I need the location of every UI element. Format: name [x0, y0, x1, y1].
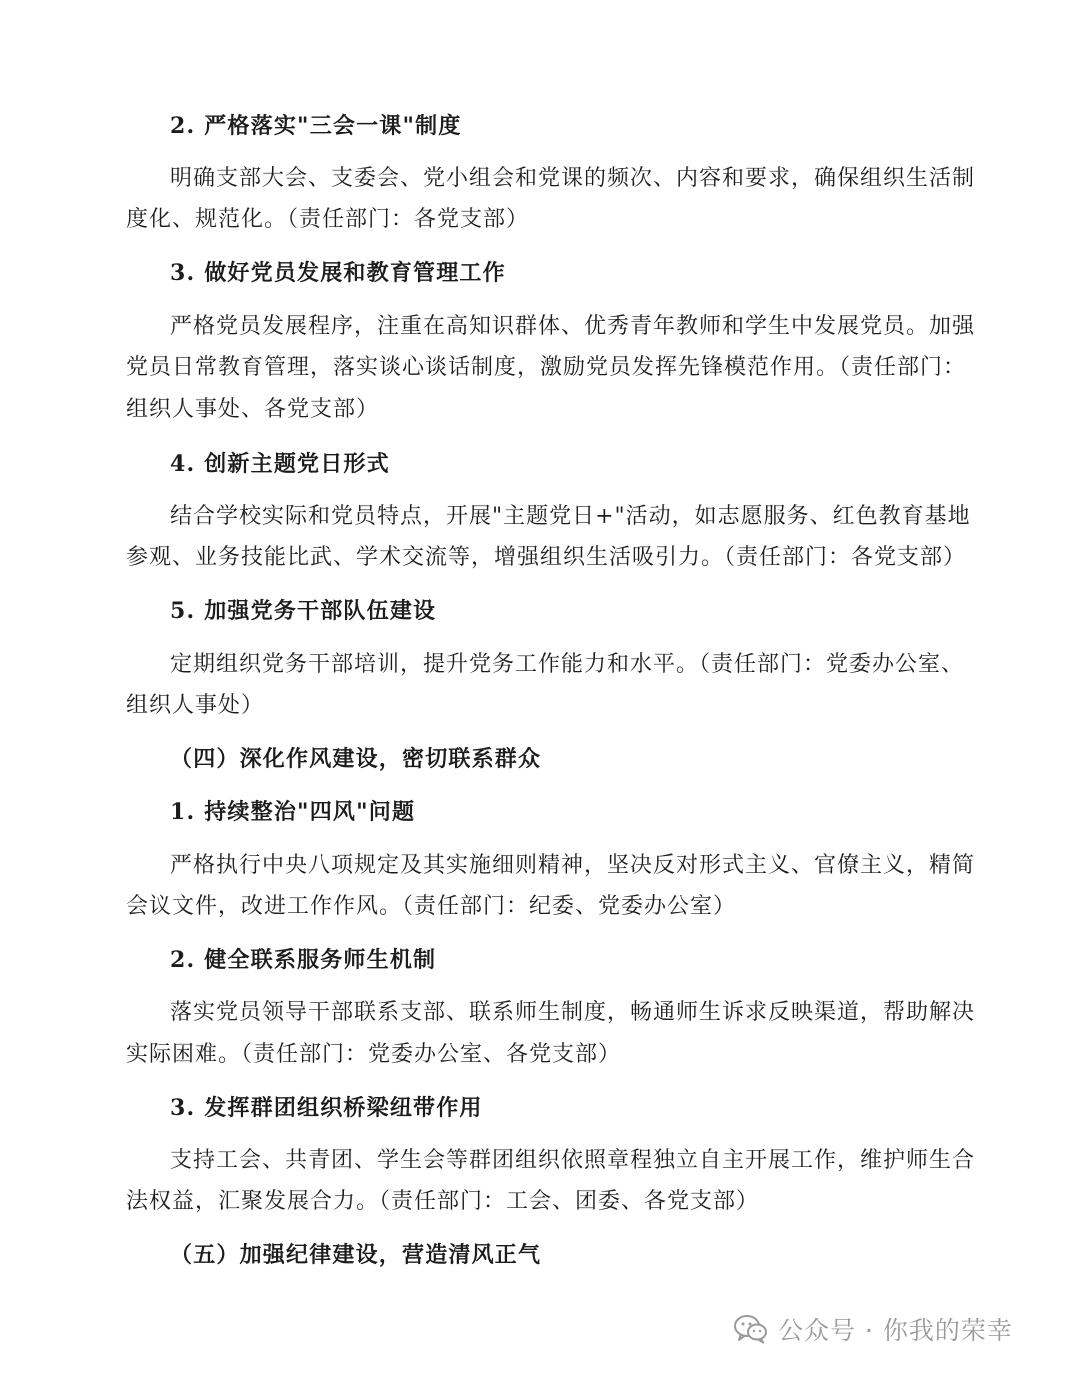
watermark	[734, 1311, 1013, 1347]
body-line: 支持工会、共青团、学生会等群团组织依照章程独立自主开展工作，维护师生合	[170, 1148, 976, 1173]
section-heading: 3. 做好党员发展和教育管理工作	[170, 260, 506, 286]
chapter-heading: （五）加强纪律建设，营造清风正气	[170, 1242, 542, 1268]
section-heading: 3. 发挥群团组织桥梁纽带作用	[170, 1095, 483, 1121]
wechat-icon	[734, 1314, 768, 1344]
body-line: 会议文件，改进工作作风。（责任部门：纪委、党委办公室）	[126, 894, 737, 919]
body-line: 组织人事处）	[126, 693, 265, 718]
watermark-text: 公众号 · 你我的荣幸	[778, 1316, 1013, 1345]
body-line: 度化、规范化。（责任部门：各党支部）	[126, 207, 530, 232]
body-line: 实际困难。（责任部门：党委办公室、各党支部）	[126, 1042, 622, 1067]
body-line: 党员日常教育管理，落实谈心谈话制度，激励党员发挥先锋模范作用。（责任部门：	[126, 355, 967, 380]
section-heading: 2. 严格落实"三会一课"制度	[170, 113, 462, 139]
body-line: 严格执行中央八项规定及其实施细则精神，坚决反对形式主义、官僚主义，精简	[170, 853, 976, 878]
section-heading: 5. 加强党务干部队伍建设	[170, 598, 437, 624]
body-line: 严格党员发展程序，注重在高知识群体、优秀青年教师和学生中发展党员。加强	[170, 314, 976, 339]
section-heading: 4. 创新主题党日形式	[170, 451, 390, 477]
section-heading: 2. 健全联系服务师生机制	[170, 947, 437, 973]
body-line: 组织人事处、各党支部）	[126, 397, 380, 422]
body-line: 法权益，汇聚发展合力。（责任部门：工会、团委、各党支部）	[126, 1189, 760, 1214]
body-line: 落实党员领导干部联系支部、联系师生制度，畅通师生诉求反映渠道，帮助解决	[170, 1000, 976, 1025]
body-line: 明确支部大会、支委会、党小组会和党课的频次、内容和要求，确保组织生活制	[170, 166, 976, 191]
body-line: 参观、业务技能比武、学术交流等，增强组织生活吸引力。（责任部门：各党支部）	[126, 545, 967, 570]
section-heading: 1. 持续整治"四风"问题	[170, 799, 416, 825]
chapter-heading: （四）深化作风建设，密切联系群众	[170, 746, 542, 772]
body-line: 定期组织党务干部培训，提升党务工作能力和水平。（责任部门：党委办公室、	[170, 652, 965, 677]
body-line: 结合学校实际和党员特点，开展"主题党日+"活动，如志愿服务、红色教育基地	[170, 504, 971, 529]
